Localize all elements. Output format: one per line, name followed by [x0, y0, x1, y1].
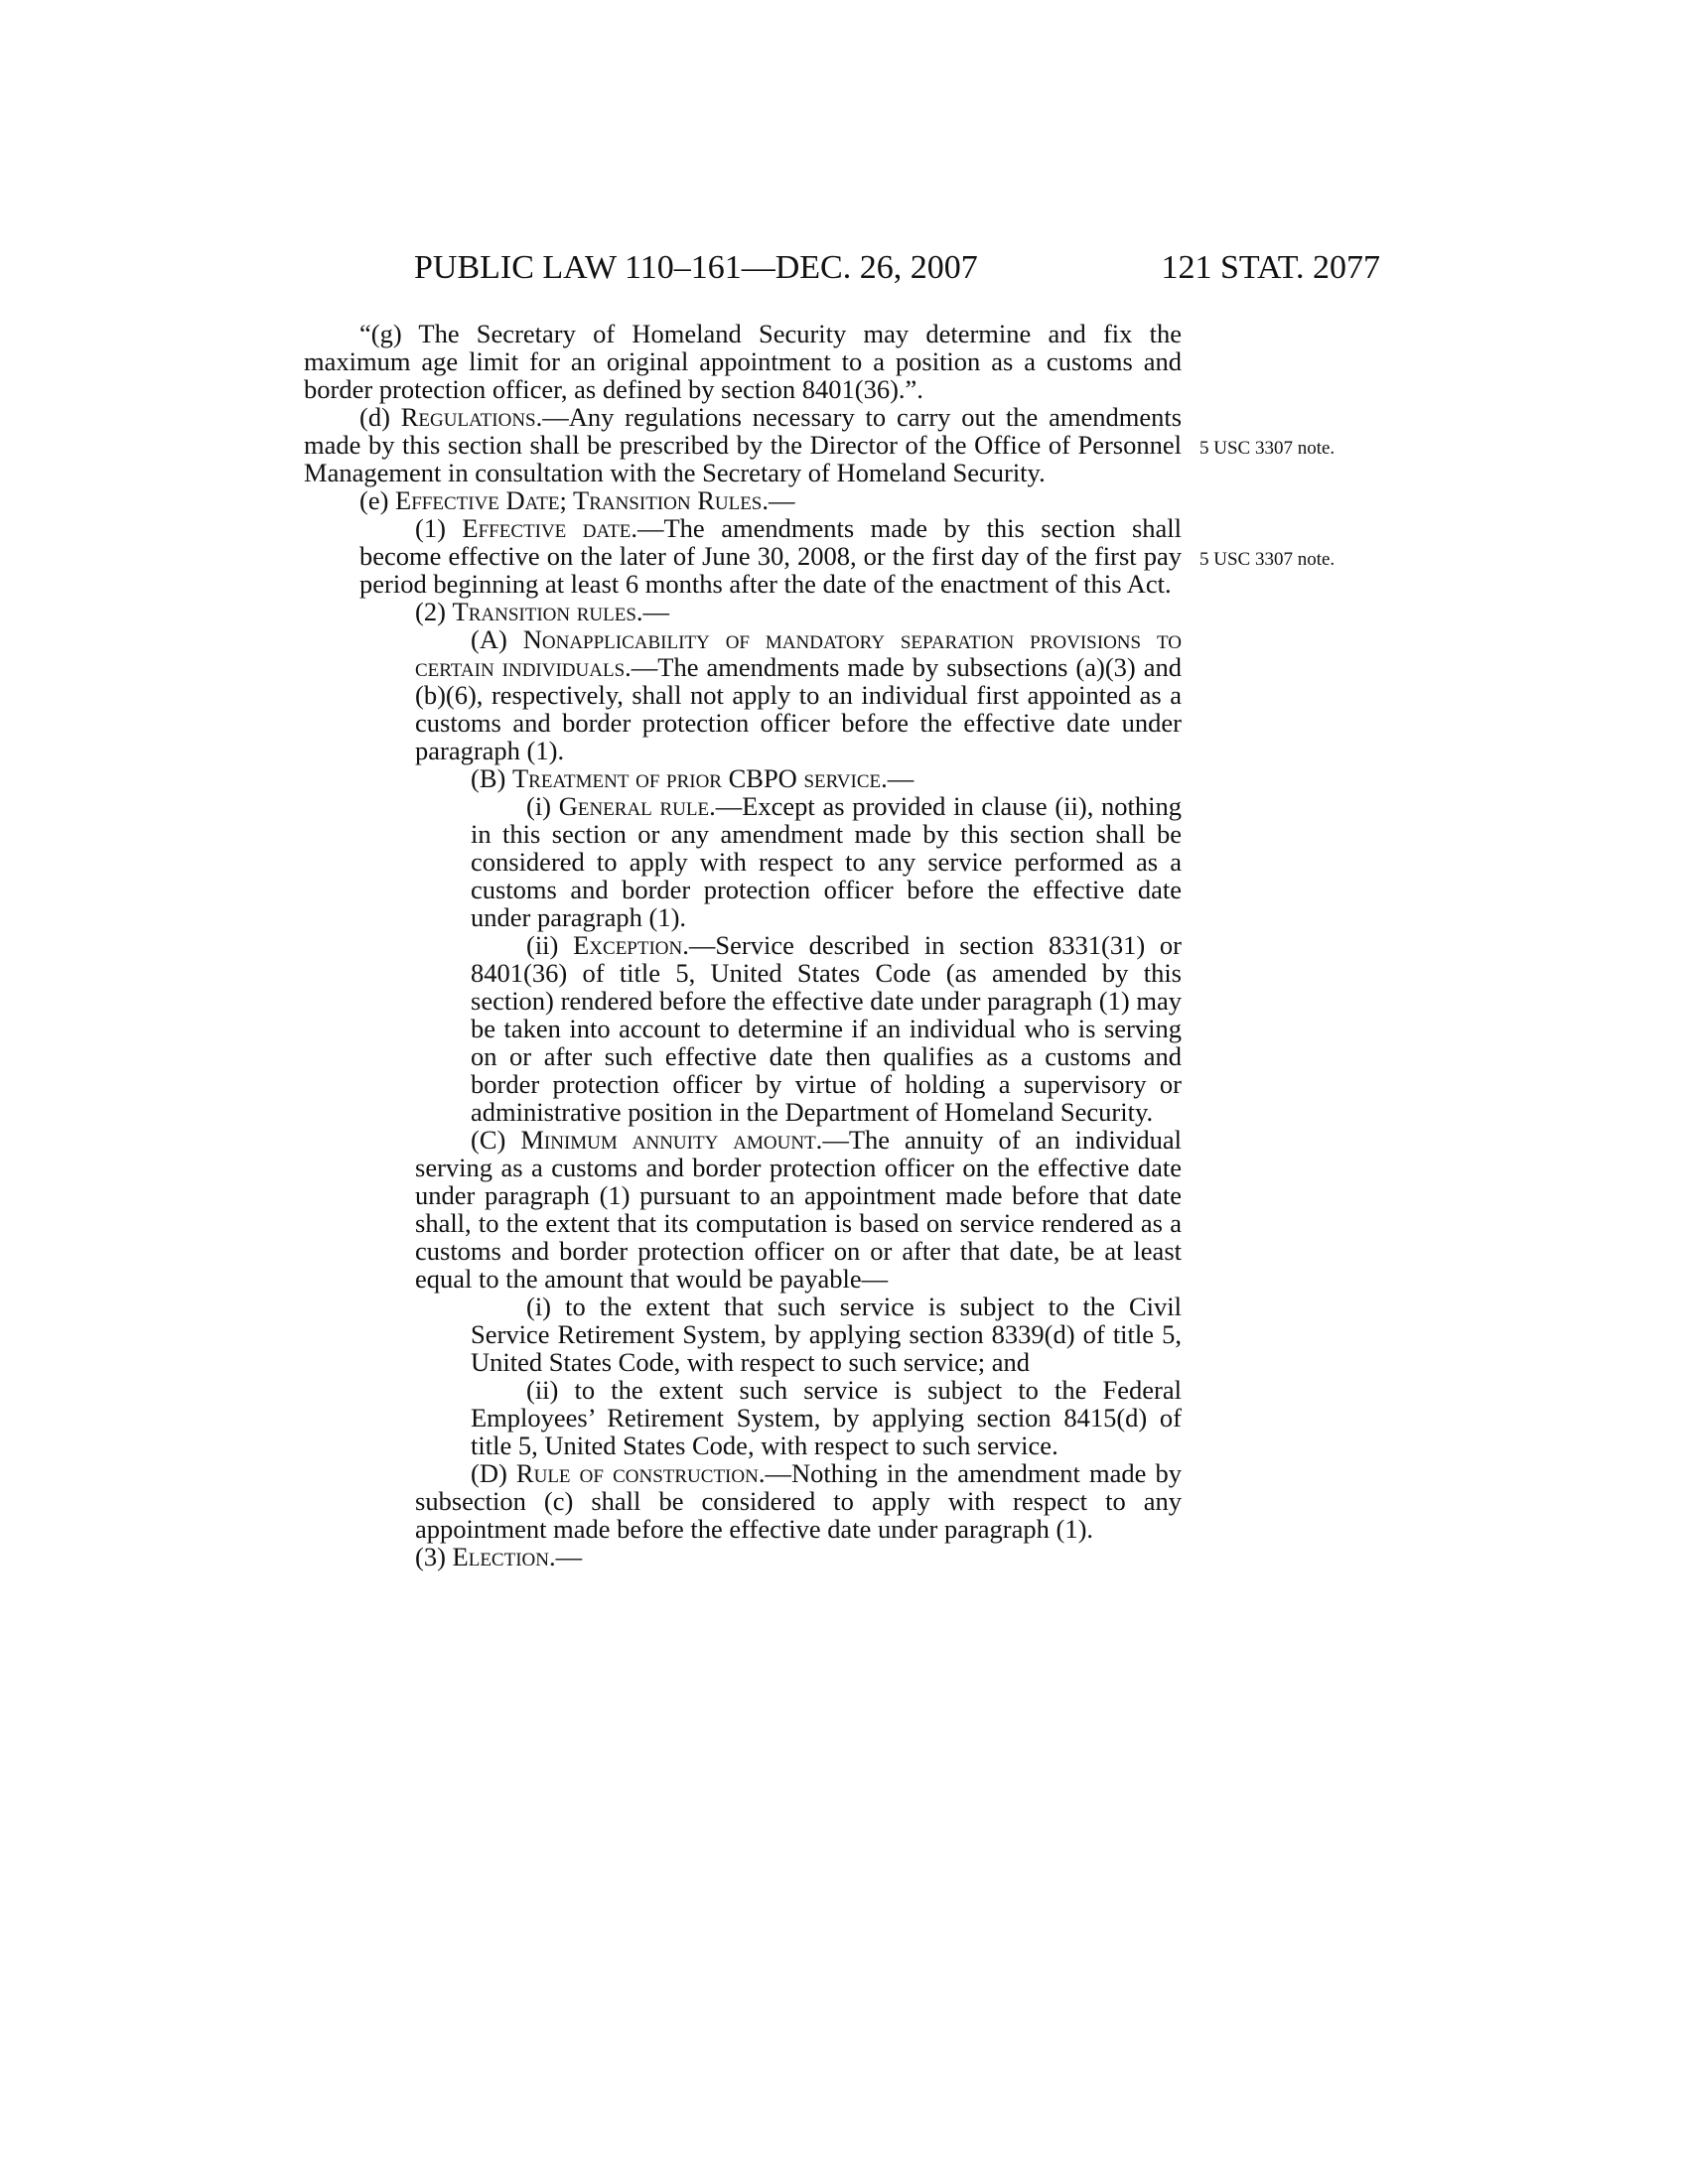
subparagraph-d-text: —Nothing in the amendment made by subsection (c) shall be considered to apply with respect to any appointment made before the effective date under paragraph (1).: [415, 1458, 1182, 1544]
paragraph-e3: [304, 1543, 1182, 1570]
subparagraph-d: [304, 1459, 1182, 1543]
paragraph-g: [304, 320, 1182, 403]
paragraph-g-text: “(g) The Secretary of Homeland Security may determine and fix the maximum age limit for an original appointment to a position as a customs and border protection officer, as defined by section 8401(36).”.: [304, 319, 1182, 404]
clause-c-ii: [304, 1376, 1182, 1459]
margin-note-effective-date: 5 USC 3307 note.: [1199, 549, 1336, 570]
subparagraph-a-text: —The amendments made by subsections (a)(3) and (b)(6), respectively, shall not apply to an individual first appointed as a customs and border protection officer before the effective date under paragraph (1).: [415, 652, 1182, 765]
clause-b-ii-heading: Exception.: [573, 930, 689, 960]
margin-note-regulations: 5 USC 3307 note.: [1199, 438, 1336, 459]
subsection-e-heading: Effective Date; Transition Rules.: [395, 485, 770, 515]
paragraph-e3-text: —: [555, 1542, 583, 1571]
subparagraph-c-heading: Minimum annuity amount.: [520, 1125, 823, 1155]
clause-b-ii-text: —Service described in section 8331(31) or 8401(36) of title 5, United States Code (as amended by this section) rendered before the effective date under paragraph (1) may be taken into account to determine if an individual who is serving on or after such effective date then qualifies as a customs and border protection officer by virtue of holding a supervisory or administrative position in the Department of Homeland Security.: [471, 930, 1182, 1127]
subparagraph-c-text: —The annuity of an individual serving as a customs and border protection officer on the effective date under paragraph (1) pursuant to an appointment made before that date shall, to the extent that its computation is based on service rendered as a customs and border protection officer on or after that date, be at least equal to the amount that would be payable—: [415, 1125, 1183, 1294]
paragraph-e2-heading: Transition rules.: [452, 597, 643, 626]
public-law-citation: PUBLIC LAW 110–161—DEC. 26, 2007: [414, 249, 978, 286]
clause-b-i: [304, 792, 1182, 931]
subsection-d-number: (d): [359, 402, 401, 432]
subsection-d-text: —Any regulations necessary to carry out the amendments made by this section shall be prescribed by the Director of the Office of Personnel Management in consultation with the Secretary of Homeland Security.: [304, 402, 1183, 487]
subsection-d-heading: Regulations.: [400, 402, 543, 432]
subparagraph-a-number: (A): [471, 624, 523, 654]
paragraph-e2-number: (2): [415, 597, 453, 626]
paragraph-e1: [304, 514, 1182, 598]
subparagraph-a-heading: Nonapplicability of mandatory separation provisions to certain individuals.: [415, 624, 1182, 682]
paragraph-e3-number: (3): [415, 1542, 453, 1571]
subparagraph-c-number: (C): [471, 1125, 521, 1155]
clause-b-i-heading: General rule.: [558, 791, 716, 821]
subparagraph-a: [304, 625, 1182, 764]
clause-b-i-text: —Except as provided in clause (ii), nothing in this section or any amendment made by this section shall be considered to apply with respect to any service performed as a customs and border protection officer before the effective date under paragraph (1).: [471, 791, 1182, 932]
clause-b-i-number: (i): [526, 791, 559, 821]
clause-b-ii: [304, 931, 1182, 1126]
clause-c-i-text: (i) to the extent that such service is subject to the Civil Service Retirement System, by applying section 8339(d) of title 5, United States Code, with respect to such service; and: [471, 1292, 1182, 1377]
paragraph-e2-text: —: [642, 597, 670, 626]
subsection-d: [304, 403, 1182, 486]
subparagraph-b-text: —: [887, 763, 914, 793]
subparagraph-c: [304, 1126, 1182, 1293]
paragraph-e1-text: —The amendments made by this section shall become effective on the later of June 30, 2008, or the first day of the first pay period beginning at least 6 months after the date of the enactment of this Act.: [359, 513, 1182, 599]
clause-b-ii-number: (ii): [526, 930, 574, 960]
paragraph-e2: [304, 598, 1182, 625]
statute-page-number: 121 STAT. 2077: [1161, 249, 1380, 286]
clause-c-i: [304, 1293, 1182, 1376]
statute-body: [304, 320, 1182, 1570]
subparagraph-b-number: (B): [471, 763, 512, 793]
clause-c-ii-text: (ii) to the extent such service is subject to the Federal Employees’ Retirement System, by applying section 8415(d) of title 5, United States Code, with respect to such service.: [471, 1375, 1182, 1460]
subparagraph-b: [304, 764, 1182, 792]
page-header: [303, 244, 1380, 292]
subparagraph-d-number: (D): [471, 1458, 516, 1488]
subsection-e-text: —: [769, 485, 795, 515]
paragraph-e1-heading: Effective date.: [462, 513, 637, 543]
subsection-e: [304, 486, 1182, 514]
subparagraph-d-heading: Rule of construction.: [515, 1458, 766, 1488]
subsection-e-number: (e): [359, 485, 396, 515]
paragraph-e3-heading: Election.: [452, 1542, 556, 1571]
subparagraph-b-heading: Treatment of prior CBPO service.: [511, 763, 888, 793]
paragraph-e1-number: (1): [415, 513, 463, 543]
